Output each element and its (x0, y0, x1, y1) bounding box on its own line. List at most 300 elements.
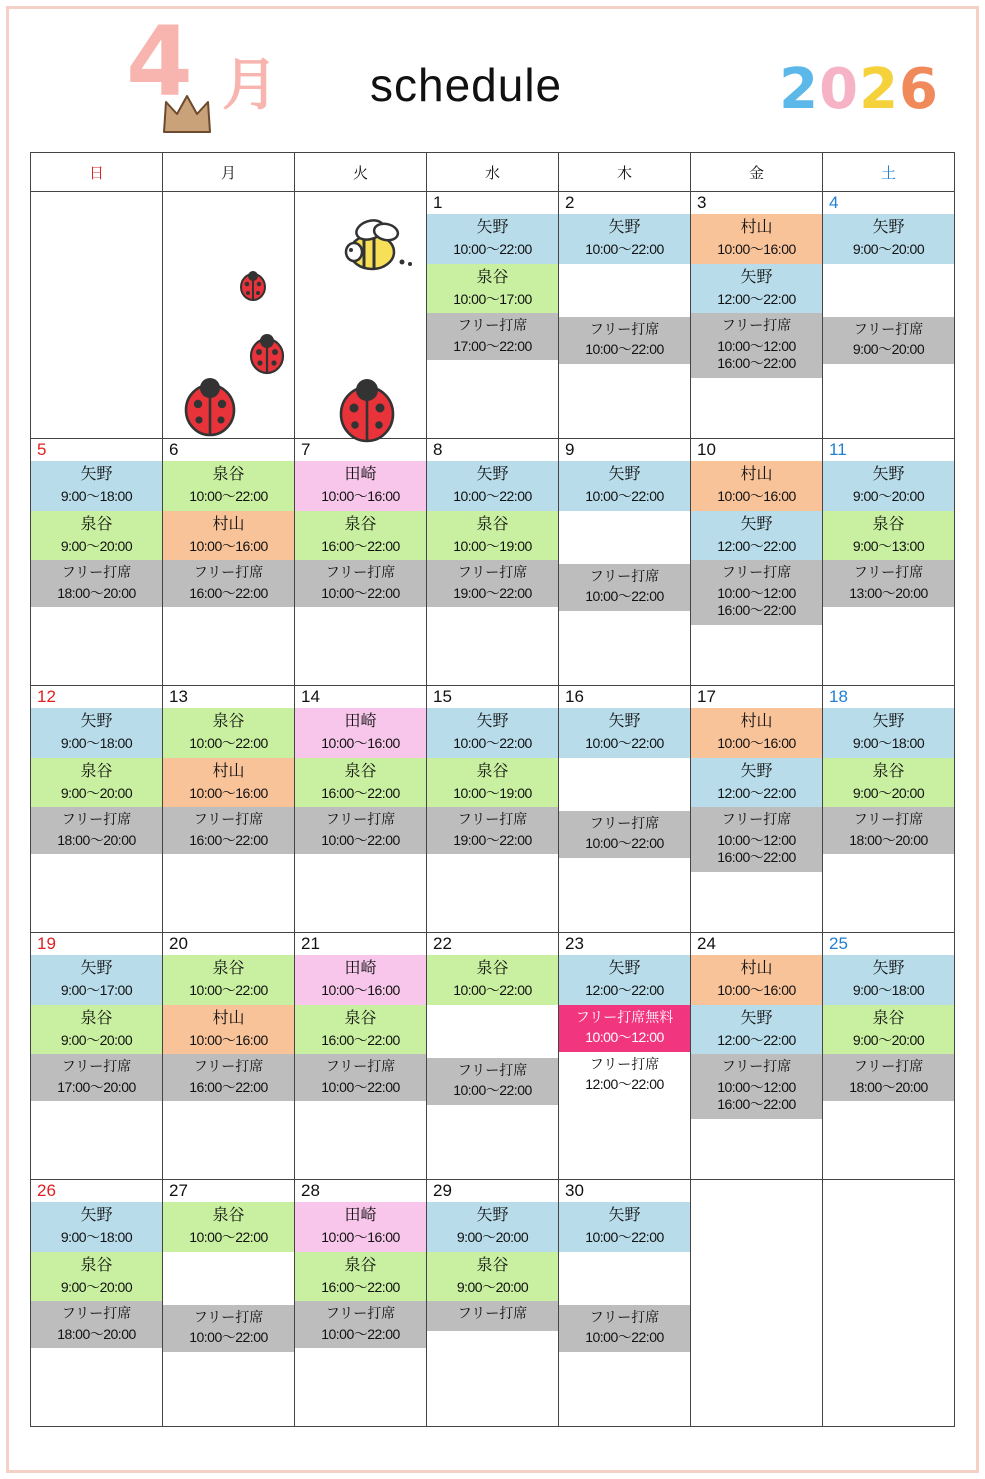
schedule-slot (295, 1202, 426, 1252)
slot-time-range: 9:00〜18:00 (60, 735, 133, 751)
calendar-day-cell[interactable] (163, 439, 295, 686)
day-number (31, 192, 162, 214)
schedule-slot (559, 317, 690, 364)
calendar-day-cell[interactable] (163, 686, 295, 933)
slot-time-range: 9:00〜20:00 (456, 1278, 529, 1295)
calendar-header (0, 0, 985, 146)
slot-staff-name: フリー打席 (457, 317, 528, 333)
slot-staff-name: 矢野 (476, 466, 509, 483)
schedule-slot (163, 511, 294, 561)
schedule-slot (427, 313, 558, 360)
schedule-slot (691, 758, 822, 808)
slot-time-range: 10:00〜22:00 (585, 588, 664, 604)
day-number (295, 192, 426, 214)
schedule-slot (823, 758, 954, 808)
slot-staff-name: 泉谷 (80, 762, 113, 780)
slot-time-range: 9:00〜18:00 (60, 1229, 133, 1245)
calendar-day-cell[interactable] (823, 192, 955, 439)
schedule-slot (691, 807, 822, 872)
slot-staff-name: 田崎 (344, 713, 377, 730)
schedule-slot (691, 1054, 822, 1119)
slot-time-range: 10:00〜22:00 (585, 1329, 664, 1345)
schedule-slot (427, 1252, 558, 1302)
calendar-day-cell[interactable] (823, 933, 955, 1180)
slot-staff-name: 矢野 (608, 219, 641, 236)
slot-staff-name: フリー打席無料 (575, 1008, 674, 1025)
slot-time-range: 10:00〜12:00 16:00〜22:00 (717, 337, 796, 371)
schedule-slot (559, 461, 690, 511)
slot-time-range: 9:00〜20:00 (456, 1229, 529, 1245)
calendar-day-cell[interactable] (691, 686, 823, 933)
slot-staff-name: 矢野 (608, 713, 641, 730)
day-number: 12 (37, 687, 56, 706)
day-number: 1 (433, 193, 443, 212)
schedule-slot (559, 214, 690, 264)
slot-staff-name: 村山 (740, 219, 773, 236)
slot-staff-name: フリー打席 (589, 814, 660, 831)
slot-time-range: 16:00〜22:00 (189, 831, 268, 848)
schedule-slot (163, 461, 294, 511)
schedule-slot (823, 461, 954, 511)
slot-time-range: 17:00〜22:00 (453, 337, 532, 354)
day-number: 11 (829, 440, 847, 459)
slot-staff-name: 泉谷 (212, 713, 245, 730)
schedule-slot (295, 1301, 426, 1348)
slot-time-range: 10:00〜22:00 (189, 488, 268, 504)
schedule-slot (559, 1052, 690, 1099)
schedule-slot (31, 461, 162, 511)
ladybug-icon-large (176, 372, 244, 440)
schedule-slot (823, 264, 954, 317)
schedule-slot (823, 317, 954, 364)
schedule-slot (31, 1202, 162, 1252)
slot-staff-name: フリー打席 (193, 1308, 264, 1325)
slot-staff-name: 矢野 (740, 515, 773, 533)
slot-staff-name: 村山 (212, 515, 245, 533)
slot-staff-name: 矢野 (872, 713, 905, 730)
schedule-slot (163, 560, 294, 607)
day-number: 13 (169, 687, 188, 706)
slot-time-range: 10:00〜22:00 (189, 735, 268, 751)
slot-staff-name: 田崎 (344, 960, 377, 977)
slot-staff-name: 泉谷 (476, 515, 509, 533)
calendar-week-row (31, 1180, 955, 1427)
calendar-day-cell[interactable] (559, 933, 691, 1180)
calendar-week-row (31, 933, 955, 1180)
day-number: 23 (565, 934, 584, 953)
weekday-tue: 火 (295, 153, 427, 192)
schedule-slot (427, 1058, 558, 1105)
schedule-slot (295, 758, 426, 808)
slot-time-range: 10:00〜16:00 (321, 982, 400, 998)
calendar-day-cell[interactable] (427, 933, 559, 1180)
slot-staff-name: フリー打席 (325, 1058, 396, 1074)
slot-time-range: 16:00〜22:00 (189, 584, 268, 601)
slot-time-range: 9:00〜17:00 (60, 982, 133, 998)
slot-time-range: 10:00〜12:00 16:00〜22:00 (717, 831, 796, 865)
slot-time-range: 19:00〜22:00 (453, 831, 532, 848)
slot-staff-name: フリー打席 (721, 317, 792, 333)
slot-time-range: 10:00〜22:00 (585, 1229, 664, 1245)
slot-time-range: 10:00〜22:00 (585, 241, 664, 257)
slot-time-range: 12:00〜22:00 (717, 1031, 796, 1048)
calendar-day-cell[interactable] (295, 933, 427, 1180)
slot-staff-name: 村山 (740, 960, 773, 977)
calendar-day-cell[interactable] (31, 686, 163, 933)
slot-staff-name: 矢野 (608, 1207, 641, 1224)
calendar-day-cell[interactable] (163, 1180, 295, 1427)
slot-staff-name: 矢野 (80, 1207, 113, 1224)
slot-staff-name: フリー打席 (325, 811, 396, 827)
day-number (691, 1180, 822, 1202)
day-number: 9 (565, 440, 575, 459)
calendar-empty-cell (691, 1180, 823, 1427)
slot-staff-name: フリー打席 (721, 1058, 792, 1074)
slot-staff-name: 矢野 (872, 219, 905, 236)
slot-time-range: 10:00〜22:00 (189, 1329, 268, 1345)
slot-staff-name: 村山 (740, 466, 773, 483)
day-number: 30 (565, 1181, 584, 1200)
schedule-slot (823, 708, 954, 758)
schedule-slot (823, 511, 954, 561)
schedule-slot (427, 1005, 558, 1058)
calendar-empty-cell (823, 1180, 955, 1427)
schedule-slot (295, 1005, 426, 1055)
slot-time-range: 10:00〜16:00 (717, 982, 796, 998)
slot-time-range: 10:00〜22:00 (321, 831, 400, 848)
schedule-slot (163, 1202, 294, 1252)
slot-time-range: 10:00〜19:00 (453, 784, 532, 801)
day-number: 16 (565, 687, 584, 706)
weekday-mon: 月 (163, 153, 295, 192)
calendar-day-cell[interactable] (31, 1180, 163, 1427)
slot-staff-name: 泉谷 (344, 1009, 377, 1027)
schedule-slot (427, 214, 558, 264)
slot-time-range: 10:00〜16:00 (717, 735, 796, 751)
day-number: 29 (433, 1181, 452, 1200)
slot-time-range: 9:00〜20:00 (60, 784, 133, 801)
slot-time-range: 12:00〜22:00 (717, 784, 796, 801)
schedule-slot (427, 807, 558, 854)
slot-staff-name: フリー打席 (721, 811, 792, 827)
day-number: 27 (169, 1181, 188, 1200)
slot-time-range: 9:00〜18:00 (852, 735, 925, 751)
slot-staff-name: 泉谷 (872, 515, 905, 533)
slot-time-range: 10:00〜16:00 (717, 241, 796, 257)
slot-time-range: 9:00〜20:00 (60, 1031, 133, 1048)
slot-staff-name: 田崎 (344, 466, 377, 483)
day-number (163, 192, 294, 214)
slot-staff-name: 泉谷 (476, 268, 509, 286)
schedule-slot (691, 560, 822, 625)
day-number: 26 (37, 1181, 56, 1200)
slot-staff-name: 矢野 (80, 713, 113, 730)
calendar-day-cell[interactable] (691, 192, 823, 439)
slot-staff-name: フリー打席 (61, 564, 132, 580)
slot-time-range: 10:00〜16:00 (189, 537, 268, 554)
schedule-slot (823, 1005, 954, 1055)
slot-time-range: 10:00〜22:00 (453, 1082, 532, 1098)
slot-time-range: 16:00〜22:00 (321, 1278, 400, 1295)
slot-time-range: 9:00〜20:00 (852, 784, 925, 801)
day-number: 3 (697, 193, 707, 212)
slot-time-range: 10:00〜16:00 (189, 784, 268, 801)
day-number: 2 (565, 193, 575, 212)
slot-time-range: 10:00〜12:00 16:00〜22:00 (717, 1078, 796, 1112)
slot-staff-name: 泉谷 (80, 515, 113, 533)
calendar-day-cell[interactable] (559, 439, 691, 686)
slot-staff-name: フリー打席 (61, 1058, 132, 1074)
slot-time-range: 9:00〜18:00 (852, 982, 925, 998)
slot-time-range: 9:00〜20:00 (852, 488, 925, 504)
schedule-slot (427, 955, 558, 1005)
schedule-slot (559, 811, 690, 858)
slot-staff-name: 矢野 (80, 466, 113, 483)
slot-staff-name: 泉谷 (344, 515, 377, 533)
slot-staff-name: 矢野 (608, 960, 641, 977)
schedule-slot (295, 807, 426, 854)
schedule-slot (163, 1054, 294, 1101)
slot-staff-name: フリー打席 (853, 1058, 924, 1074)
slot-time-range: 12:00〜22:00 (717, 290, 796, 307)
schedule-slot (31, 511, 162, 561)
slot-time-range: 18:00〜20:00 (57, 584, 136, 601)
slot-time-range: 9:00〜13:00 (852, 537, 925, 554)
slot-time-range: 10:00〜22:00 (585, 735, 664, 751)
slot-staff-name: フリー打席 (589, 567, 660, 584)
slot-staff-name: フリー打席 (61, 811, 132, 827)
slot-time-range: 9:00〜20:00 (852, 241, 925, 257)
schedule-slot (691, 214, 822, 264)
slot-time-range: 10:00〜16:00 (189, 1031, 268, 1048)
slot-staff-name: 矢野 (740, 762, 773, 780)
slot-staff-name: フリー打席 (457, 811, 528, 827)
calendar-day-cell[interactable] (427, 1180, 559, 1427)
slot-staff-name: 村山 (212, 1009, 245, 1027)
slot-staff-name: フリー打席 (193, 811, 264, 827)
year-digit-4: 6 (899, 57, 939, 122)
slot-time-range: 10:00〜22:00 (453, 735, 532, 751)
slot-time-range: 9:00〜20:00 (60, 537, 133, 554)
day-number: 28 (301, 1181, 320, 1200)
day-number: 5 (37, 440, 47, 459)
slot-staff-name: 矢野 (872, 960, 905, 977)
slot-time-range: 10:00〜22:00 (585, 341, 664, 357)
slot-staff-name: 泉谷 (212, 1207, 245, 1224)
schedule-slot (295, 1252, 426, 1302)
slot-staff-name: 泉谷 (212, 960, 245, 977)
schedule-slot (559, 955, 690, 1005)
schedule-slot (559, 1202, 690, 1252)
slot-time-range: 12:00〜22:00 (717, 537, 796, 554)
slot-staff-name: フリー打席 (325, 564, 396, 580)
slot-staff-name: フリー打席 (589, 1055, 660, 1072)
slot-staff-name: 矢野 (476, 1207, 509, 1224)
schedule-slot (559, 511, 690, 564)
ladybug-icon-medium (244, 330, 290, 376)
slot-time-range: 10:00〜16:00 (321, 1229, 400, 1245)
day-number: 10 (697, 440, 716, 459)
schedule-slot (691, 1005, 822, 1055)
day-number: 20 (169, 934, 188, 953)
slot-time-range: 10:00〜22:00 (453, 488, 532, 504)
day-number: 24 (697, 934, 716, 953)
slot-staff-name: フリー打席 (589, 1308, 660, 1325)
slot-time-range: 16:00〜22:00 (321, 784, 400, 801)
weekday-header-row (31, 153, 955, 192)
slot-staff-name: 矢野 (608, 466, 641, 483)
calendar-day-cell[interactable] (427, 192, 559, 439)
schedule-slot (31, 1301, 162, 1348)
schedule-slot (559, 708, 690, 758)
calendar-week-row (31, 686, 955, 933)
schedule-slot (691, 955, 822, 1005)
schedule-slot (823, 1054, 954, 1101)
weekday-wed: 水 (427, 153, 559, 192)
day-number (823, 1180, 954, 1202)
slot-time-range: 10:00〜12:00 16:00〜22:00 (717, 584, 796, 618)
slot-time-range: 17:00〜20:00 (57, 1078, 136, 1095)
month-number: 4 (126, 6, 189, 118)
schedule-slot (559, 1252, 690, 1305)
schedule-slot (163, 1005, 294, 1055)
calendar-week-row (31, 192, 955, 439)
calendar-day-cell[interactable] (31, 933, 163, 1180)
calendar-day-cell[interactable] (427, 439, 559, 686)
slot-staff-name: 矢野 (80, 960, 113, 977)
calendar-day-cell[interactable] (559, 1180, 691, 1427)
slot-staff-name: フリー打席 (721, 564, 792, 580)
schedule-slot (31, 758, 162, 808)
calendar-day-cell[interactable] (691, 933, 823, 1180)
slot-staff-name: フリー打席 (853, 811, 924, 827)
slot-staff-name: 矢野 (476, 219, 509, 236)
schedule-slot (295, 1054, 426, 1101)
schedule-slot (31, 708, 162, 758)
slot-staff-name: フリー打席 (853, 564, 924, 580)
slot-time-range: 10:00〜22:00 (321, 1078, 400, 1095)
schedule-slot (295, 708, 426, 758)
day-number: 8 (433, 440, 443, 459)
slot-staff-name: フリー打席 (193, 564, 264, 580)
calendar-day-cell[interactable] (427, 686, 559, 933)
schedule-slot (427, 264, 558, 314)
slot-staff-name: 矢野 (740, 1009, 773, 1027)
schedule-calendar (30, 152, 955, 1427)
calendar-day-cell[interactable] (559, 192, 691, 439)
slot-staff-name: 泉谷 (344, 1256, 377, 1274)
slot-time-range: 16:00〜22:00 (321, 537, 400, 554)
weekday-thu: 木 (559, 153, 691, 192)
slot-time-range: 10:00〜16:00 (321, 488, 400, 504)
slot-time-range: 10:00〜19:00 (453, 537, 532, 554)
slot-time-range: 10:00〜22:00 (585, 488, 664, 504)
year-digit-1: 2 (779, 57, 820, 122)
schedule-slot (295, 560, 426, 607)
schedule-slot (427, 708, 558, 758)
schedule-slot (163, 708, 294, 758)
slot-time-range: 19:00〜22:00 (453, 584, 532, 601)
slot-time-range: 18:00〜20:00 (849, 1078, 928, 1095)
day-number: 19 (37, 934, 56, 953)
schedule-slot (691, 264, 822, 314)
slot-time-range: 10:00〜16:00 (717, 488, 796, 504)
calendar-week-row (31, 439, 955, 686)
schedule-slot (823, 214, 954, 264)
calendar-day-cell[interactable] (691, 439, 823, 686)
calendar-day-cell[interactable] (295, 439, 427, 686)
slot-staff-name: 泉谷 (80, 1009, 113, 1027)
calendar-day-cell[interactable] (823, 686, 955, 933)
slot-staff-name: フリー打席 (589, 320, 660, 337)
calendar-day-cell[interactable] (31, 439, 163, 686)
slot-time-range: 10:00〜22:00 (453, 982, 532, 998)
day-number: 22 (433, 934, 452, 953)
schedule-slot (163, 1252, 294, 1305)
slot-time-range: 9:00〜18:00 (60, 488, 133, 504)
slot-staff-name: 矢野 (740, 268, 773, 286)
day-number: 25 (829, 934, 848, 953)
month-kanji: 月 (222, 53, 278, 118)
slot-time-range: 10:00〜22:00 (585, 835, 664, 851)
schedule-slot (31, 955, 162, 1005)
slot-time-range: 10:00〜22:00 (321, 584, 400, 601)
slot-staff-name: フリー打席 (193, 1058, 264, 1074)
schedule-slot (427, 1301, 558, 1331)
bee-icon (330, 212, 420, 282)
ladybug-icon-small (236, 268, 270, 302)
day-number: 14 (301, 687, 320, 706)
slot-time-range: 9:00〜20:00 (852, 1031, 925, 1048)
schedule-slot (559, 758, 690, 811)
weekday-sat: 土 (823, 153, 955, 192)
calendar-day-cell[interactable] (163, 933, 295, 1180)
calendar-day-cell[interactable] (295, 1180, 427, 1427)
schedule-slot (163, 1305, 294, 1352)
slot-time-range: 12:00〜22:00 (585, 982, 664, 998)
schedule-slot (691, 708, 822, 758)
schedule-slot (31, 1005, 162, 1055)
schedule-slot (427, 461, 558, 511)
schedule-slot (559, 264, 690, 317)
day-number: 6 (169, 440, 179, 459)
weekday-sun: 日 (31, 153, 163, 192)
schedule-slot (427, 560, 558, 607)
schedule-slot (691, 313, 822, 378)
slot-staff-name: 矢野 (476, 713, 509, 730)
day-number: 21 (301, 934, 320, 953)
schedule-slot (559, 1005, 690, 1052)
schedule-slot (823, 560, 954, 607)
slot-time-range: 10:00〜22:00 (453, 241, 532, 257)
year-digit-3: 2 (859, 57, 900, 122)
slot-staff-name: フリー打席 (61, 1305, 132, 1321)
year-label (779, 57, 939, 122)
slot-time-range: 18:00〜20:00 (57, 831, 136, 848)
calendar-day-cell[interactable] (559, 686, 691, 933)
schedule-slot (31, 560, 162, 607)
day-number: 7 (301, 440, 311, 459)
page-title: schedule (370, 59, 563, 111)
calendar-day-cell[interactable] (823, 439, 955, 686)
slot-time-range: 10:00〜22:00 (189, 982, 268, 998)
day-number: 15 (433, 687, 452, 706)
schedule-slot (295, 511, 426, 561)
slot-time-range: 10:00〜22:00 (189, 1229, 268, 1245)
schedule-slot (559, 1305, 690, 1352)
calendar-day-cell[interactable] (295, 686, 427, 933)
slot-staff-name: 泉谷 (872, 762, 905, 780)
